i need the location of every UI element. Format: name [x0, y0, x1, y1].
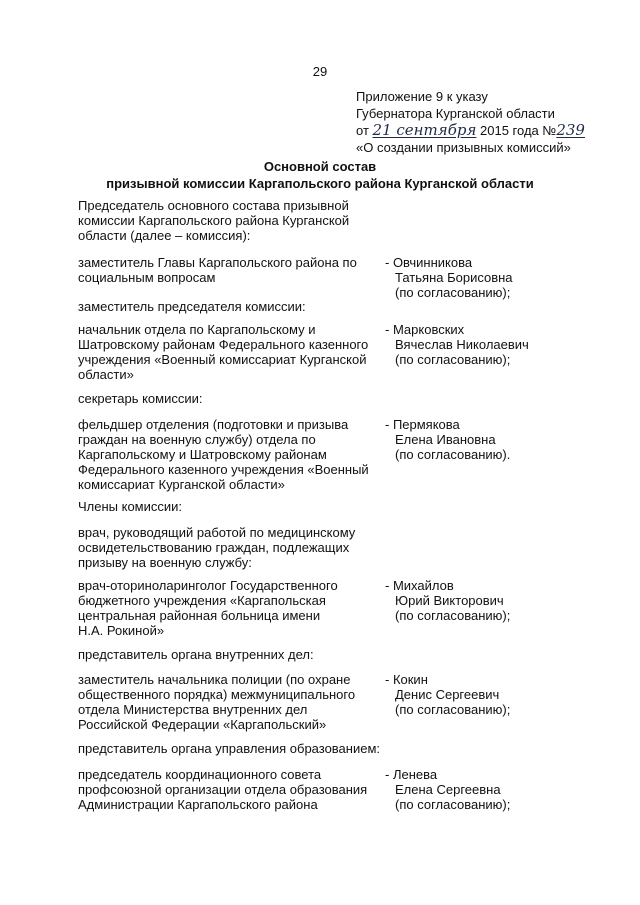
section-heading	[78, 499, 374, 514]
text-line: призыву на военную службу:	[78, 555, 252, 570]
section-position	[78, 417, 374, 492]
person-name: Денис Сергеевич	[395, 687, 500, 702]
text-line: комиссии Каргапольского района Курганской	[78, 213, 350, 228]
document-title	[0, 158, 640, 192]
person-note: (по согласованию);	[395, 352, 511, 367]
person-entry	[385, 322, 625, 367]
text-line: учреждения «Военный комиссариат Курганской	[78, 352, 367, 367]
appendix-date-line	[356, 122, 618, 139]
text-line: заместитель председателя комиссии:	[78, 299, 306, 314]
text-line: освидетельствованию граждан, подлежащих	[78, 540, 350, 555]
section-position	[78, 672, 374, 732]
text-line: Н.А. Рокиной»	[78, 623, 165, 638]
person-entry	[385, 578, 625, 623]
date-mid: 2015 года №	[480, 123, 557, 138]
text-line: Федерального казенного учреждения «Военный	[78, 462, 369, 477]
person-note: (по согласованию);	[395, 608, 511, 623]
person-name: Юрий Викторович	[395, 593, 504, 608]
text-line: Члены комиссии:	[78, 499, 183, 514]
person-surname: - Ленева	[385, 767, 438, 782]
text-line: социальным вопросам	[78, 270, 216, 285]
text-line: Администрации Каргапольского района	[78, 797, 318, 812]
person-note: (по согласованию).	[395, 447, 511, 462]
person-name: Вячеслав Николаевич	[395, 337, 529, 352]
text-line: области (далее – комиссия):	[78, 228, 251, 243]
appendix-line-2: Губернатора Курганской области	[356, 106, 555, 121]
text-line: Российской Федерации «Каргапольский»	[78, 717, 327, 732]
person-name: Татьяна Борисовна	[395, 270, 513, 285]
appendix-line-4: «О создании призывных комиссий»	[356, 140, 571, 155]
text-line: представитель органа управления образованием:	[78, 741, 381, 756]
section-heading	[78, 299, 374, 314]
text-line: области»	[78, 367, 134, 382]
text-line: секретарь комиссии:	[78, 391, 203, 406]
appendix-line-1: Приложение 9 к указу	[356, 89, 488, 104]
section-heading	[78, 391, 374, 406]
title-line-2: призывной комиссии Каргапольского района Курганской области	[106, 176, 534, 191]
text-line: Каргапольскому и Шатровскому районам	[78, 447, 327, 462]
text-line: бюджетного учреждения «Каргапольская	[78, 593, 326, 608]
text-line: общественного порядка) межмуниципального	[78, 687, 356, 702]
section-position	[78, 322, 374, 382]
text-line: врач, руководящий работой по медицинскому	[78, 525, 356, 540]
appendix-header	[356, 88, 618, 156]
text-line: начальник отдела по Каргапольскому и	[78, 322, 316, 337]
person-surname: - Михайлов	[385, 578, 454, 593]
person-entry	[385, 672, 625, 717]
section-heading	[78, 647, 374, 662]
text-line: заместитель начальника полиции (по охране	[78, 672, 351, 687]
text-line: фельдшер отделения (подготовки и призыва	[78, 417, 349, 432]
page-number: 29	[312, 64, 328, 79]
text-line: центральная районная больница имени	[78, 608, 321, 623]
person-name: Елена Ивановна	[395, 432, 496, 447]
person-note: (по согласованию);	[395, 797, 511, 812]
person-surname: - Кокин	[385, 672, 428, 687]
person-name: Елена Сергеевна	[395, 782, 501, 797]
text-line: Шатровскому районам Федерального казенного	[78, 337, 369, 352]
title-line-1: Основной состав	[263, 159, 377, 174]
text-line: заместитель Главы Каргапольского района по	[78, 255, 357, 270]
text-line: граждан на военную службу) отдела по	[78, 432, 316, 447]
date-prefix: от	[356, 123, 369, 138]
person-note: (по согласованию);	[395, 285, 511, 300]
person-surname: - Овчинникова	[385, 255, 473, 270]
person-surname: - Пермякова	[385, 417, 460, 432]
handwritten-date: 21 сентября	[372, 121, 477, 139]
section-position	[78, 578, 374, 638]
person-entry	[385, 255, 625, 300]
person-surname: - Марковских	[385, 322, 465, 337]
person-entry	[385, 767, 625, 812]
text-line: комиссариат Курганской области»	[78, 477, 285, 492]
text-line: председатель координационного совета	[78, 767, 322, 782]
person-entry	[385, 417, 625, 462]
section-position	[78, 255, 374, 285]
person-note: (по согласованию);	[395, 702, 511, 717]
section-heading	[78, 525, 374, 570]
text-line: представитель органа внутренних дел:	[78, 647, 314, 662]
handwritten-number: 239	[556, 121, 585, 139]
section-position	[78, 767, 374, 812]
text-line: отдела Министерства внутренних дел	[78, 702, 308, 717]
section-heading	[78, 741, 381, 756]
text-line: Председатель основного состава призывной	[78, 198, 349, 213]
text-line: профсоюзной организации отдела образования	[78, 782, 368, 797]
section-chairman-heading	[78, 198, 374, 243]
text-line: врач-оториноларинголог Государственного	[78, 578, 338, 593]
